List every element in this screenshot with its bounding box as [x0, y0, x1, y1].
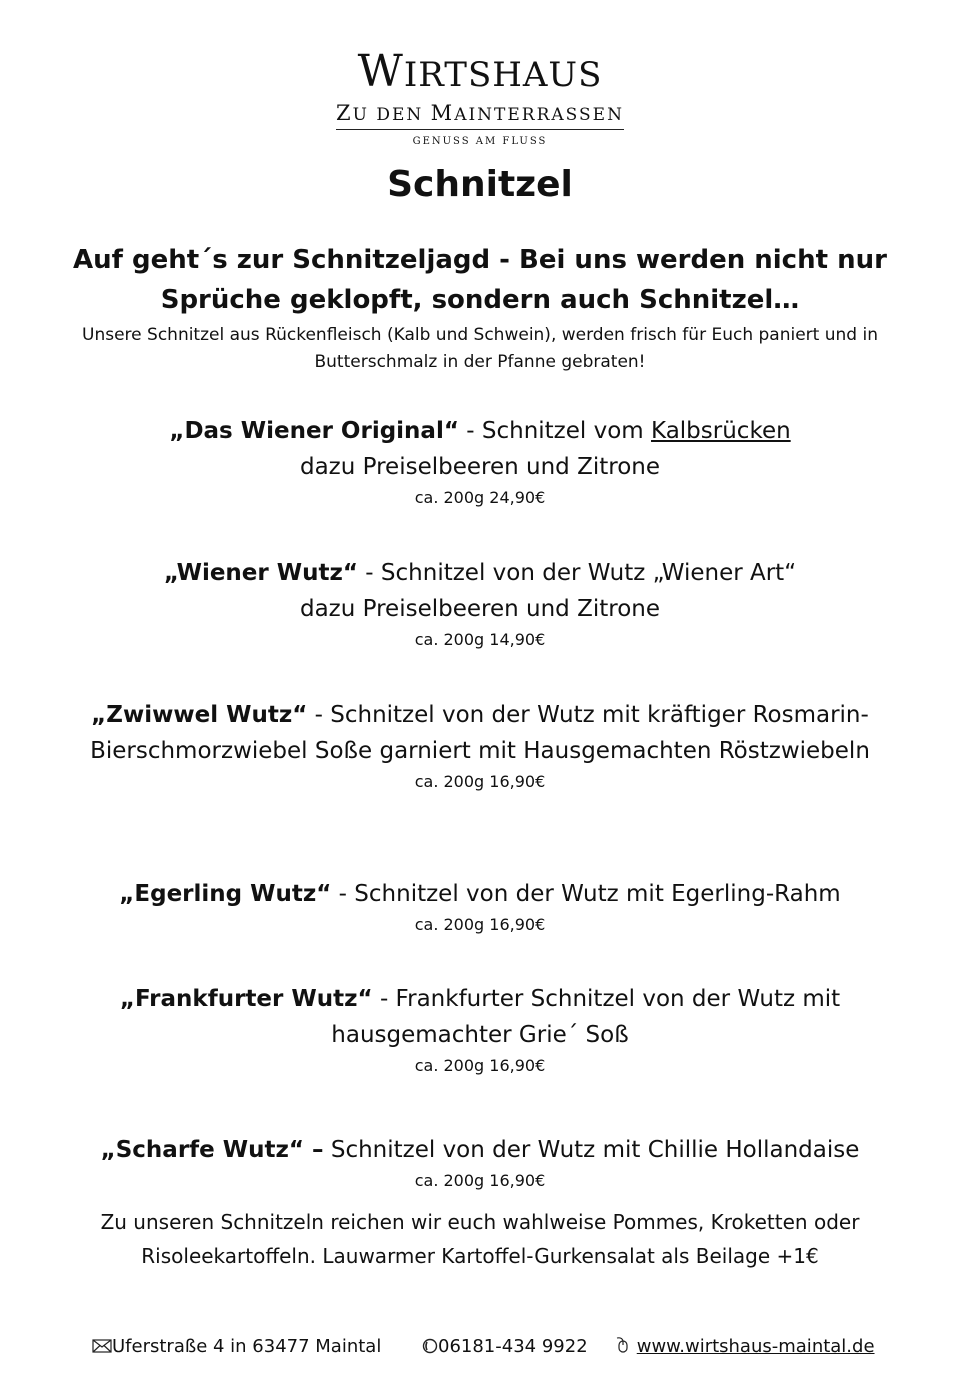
item-price: ca. 200g 16,90€ [414, 1171, 546, 1190]
item-name: „Scharfe Wutz“ – [100, 1137, 324, 1163]
sides-note: Zu unseren Schnitzeln reichen wir euch wahlweise Pommes, Kroketten oder Risoleekartoffeln. Lauwarmer Kartoffel-Gurkensalat als Beilage +1€ [100, 1210, 860, 1268]
item-description: - Frankfurter Schnitzel von der Wutz mit hausgemachter Grie´ Soß [331, 986, 841, 1048]
item-name: „Frankfurter Wutz“ [119, 986, 373, 1012]
logo-wordmark: WIRTSHAUS [357, 46, 603, 97]
item-description-line2: dazu Preiselbeeren und Zitrone [299, 596, 660, 622]
item-description: Schnitzel von der Wutz mit Chillie Hollandaise [323, 1137, 860, 1163]
item-price: ca. 200g 24,90€ [414, 488, 546, 507]
menu-item [60, 1132, 900, 1194]
menu-item [60, 413, 900, 511]
item-description: - Schnitzel von der Wutz mit kräftiger Rosmarin-Bierschmorzwiebel Soße garniert mit Hausgemachten Röstzwiebeln [90, 702, 870, 764]
menu-item [60, 981, 900, 1079]
item-description: - Schnitzel vom [458, 418, 652, 444]
item-name: „Wiener Wutz“ [163, 560, 358, 586]
headline: Auf geht´s zur Schnitzeljagd - Bei uns werden nicht nur Sprüche geklopft, sondern auch Schnitzel… [73, 245, 887, 315]
item-name: „Zwiwwel Wutz“ [91, 702, 308, 728]
item-description-line2: dazu Preiselbeeren und Zitrone [299, 454, 660, 480]
item-description: - Schnitzel von der Wutz „Wiener Art“ [358, 560, 797, 586]
logo-tagline: GENUSS AM FLUSS [412, 136, 548, 147]
logo [0, 48, 960, 147]
item-name: „Egerling Wutz“ [119, 881, 332, 907]
mouse-icon [613, 1336, 631, 1354]
item-price: ca. 200g 16,90€ [414, 772, 546, 791]
logo-subtitle: ZU DEN MAINTERRASSEN [336, 101, 624, 130]
item-price: ca. 200g 16,90€ [414, 1056, 546, 1075]
phone-icon [422, 1338, 438, 1354]
item-price: ca. 200g 16,90€ [414, 915, 546, 934]
footer-phone: 06181-434 9922 [422, 1336, 588, 1357]
website-link[interactable]: www.wirtshaus-maintal.de [636, 1336, 875, 1357]
menu-item [60, 876, 900, 938]
item-description: - Schnitzel von der Wutz mit Egerling-Rahm [331, 881, 841, 907]
item-price: ca. 200g 14,90€ [414, 630, 546, 649]
footer-website[interactable] [613, 1336, 875, 1357]
page-title: Schnitzel [387, 164, 573, 205]
intro-text: Unsere Schnitzel aus Rückenfleisch (Kalb und Schwein), werden frisch für Euch paniert und in Butterschmalz in der Pfanne gebraten! [82, 325, 878, 372]
menu-item [60, 555, 900, 653]
item-description-underlined: Kalbsrücken [651, 418, 791, 444]
envelope-icon [92, 1339, 112, 1353]
item-name: „Das Wiener Original“ [169, 418, 459, 444]
menu-item [60, 697, 900, 795]
footer-address: Uferstraße 4 in 63477 Maintal [92, 1336, 381, 1357]
